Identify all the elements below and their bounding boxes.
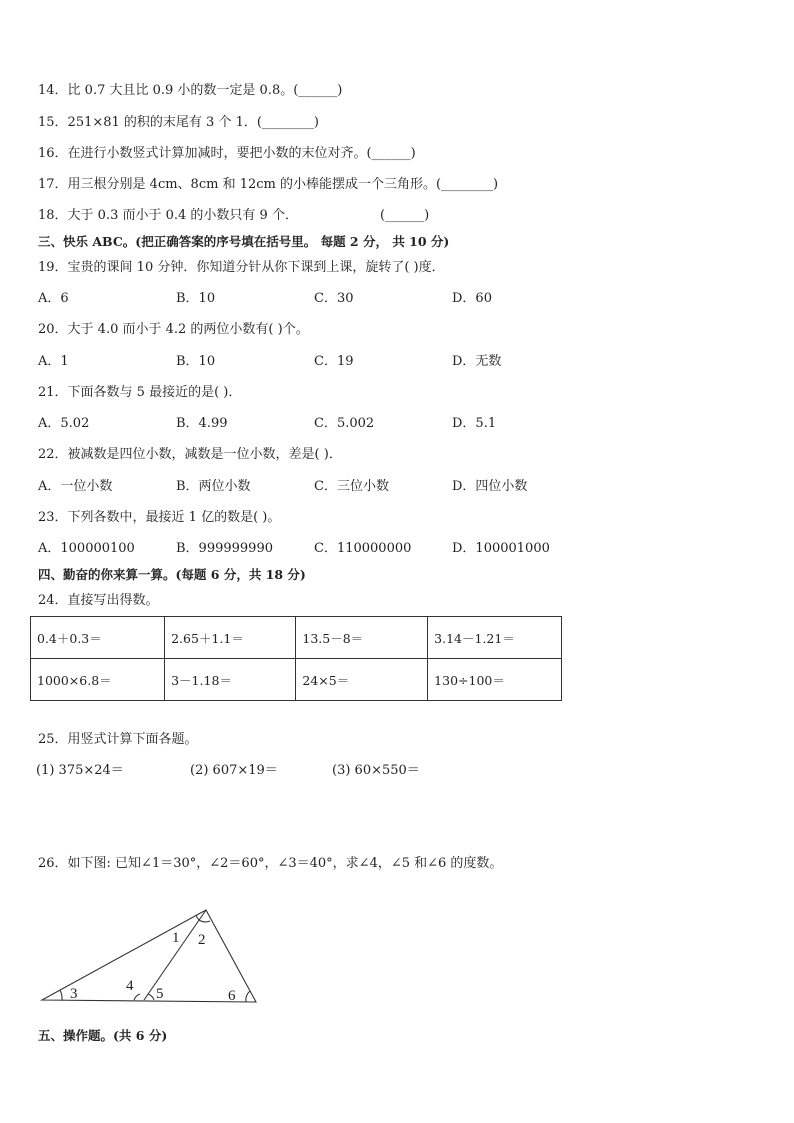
table-cell: 13.5－8＝	[296, 617, 428, 659]
section-5-heading: 五、操作题。(共 6 分)	[38, 1028, 168, 1043]
angle-label-6: 6	[228, 988, 236, 1004]
table-cell: 2.65＋1.1＝	[165, 617, 296, 659]
q22-option-a: A．一位小数	[38, 479, 113, 494]
angle-label-4: 4	[126, 978, 134, 994]
question-14: 14．比 0.7 大且比 0.9 小的数一定是 0.8。(______)	[38, 83, 343, 98]
inner-segment	[144, 910, 206, 1000]
question-17: 17．用三根分别是 4cm、8cm 和 12cm 的小棒能摆成一个三角形。(________)	[38, 177, 499, 192]
q19-option-a: A．6	[38, 291, 69, 306]
q22-option-c: C．三位小数	[314, 479, 389, 494]
q23-option-d: D．100001000	[452, 541, 550, 556]
q25-item-3: (3) 60×550＝	[332, 763, 420, 778]
question-25: 25．用竖式计算下面各题。	[38, 732, 198, 747]
table-cell: 3.14－1.21＝	[428, 617, 562, 659]
q21-option-d: D．5.1	[452, 416, 497, 431]
table-row	[31, 617, 562, 659]
question-18-blank: (______)	[380, 208, 430, 223]
table-cell: 1000×6.8＝	[31, 659, 165, 701]
table-cell: 130÷100＝	[428, 659, 562, 701]
angle-3-arc	[60, 990, 62, 1000]
question-18: 18．大于 0.3 而小于 0.4 的小数只有 9 个．	[38, 208, 298, 223]
question-26: 26．如下图: 已知∠1＝30°，∠2＝60°，∠3＝40°，求∠4，∠5 和∠6 的度数。	[38, 856, 503, 871]
calculation-table	[30, 616, 562, 701]
q21-option-c: C．5.002	[314, 416, 375, 431]
angle-4-arc	[134, 994, 140, 1000]
table-cell: 3－1.18＝	[165, 659, 296, 701]
angle-label-3: 3	[70, 986, 78, 1002]
question-19: 19．宝贵的课间 10 分钟．你知道分针从你下课到上课，旋转了( )度．	[38, 260, 445, 275]
table-cell: 0.4＋0.3＝	[31, 617, 165, 659]
angle-2-arc	[199, 920, 210, 922]
angle-label-2: 2	[198, 932, 206, 948]
question-16: 16．在进行小数竖式计算加减时，要把小数的末位对齐。(______)	[38, 146, 416, 161]
q22-option-b: B．两位小数	[176, 479, 251, 494]
question-21: 21．下面各数与 5 最接近的是( )．	[38, 385, 242, 400]
q25-item-2: (2) 607×19＝	[190, 763, 278, 778]
q21-option-a: A．5.02	[38, 416, 90, 431]
angle-5-arc	[148, 994, 154, 1000]
angle-1-arc	[196, 915, 199, 920]
angle-label-1: 1	[172, 930, 180, 946]
q19-option-b: B．10	[176, 291, 216, 306]
table-row	[31, 659, 562, 701]
q25-item-1: (1) 375×24＝	[36, 763, 124, 778]
q23-option-a: A．100000100	[38, 541, 135, 556]
question-22: 22．被减数是四位小数，减数是一位小数，差是( )．	[38, 447, 342, 462]
angle-6-arc	[246, 991, 250, 1002]
angle-label-5: 5	[156, 986, 164, 1002]
q19-option-c: C．30	[314, 291, 354, 306]
q22-option-d: D．四位小数	[452, 479, 528, 494]
q19-option-d: D．60	[452, 291, 492, 306]
question-20: 20．大于 4.0 而小于 4.2 的两位小数有( )个。	[38, 322, 309, 337]
triangle-figure	[36, 904, 266, 1014]
section-4-heading: 四、勤奋的你来算一算。(每题 6 分，共 18 分)	[38, 567, 306, 582]
q20-option-d: D．无数	[452, 354, 502, 369]
question-24: 24．直接写出得数。	[38, 593, 159, 608]
q23-option-b: B．999999990	[176, 541, 273, 556]
section-3-heading: 三、快乐 ABC。(把正确答案的序号填在括号里。 每题 2 分， 共 10 分)	[38, 234, 450, 249]
table-cell: 24×5＝	[296, 659, 428, 701]
question-15: 15．251×81 的积的末尾有 3 个 1．(________)	[38, 115, 320, 130]
q21-option-b: B．4.99	[176, 416, 228, 431]
q20-option-b: B．10	[176, 354, 216, 369]
q20-option-a: A．1	[38, 354, 69, 369]
q20-option-c: C．19	[314, 354, 354, 369]
q23-option-c: C．110000000	[314, 541, 412, 556]
question-23: 23．下列各数中，最接近 1 亿的数是( )。	[38, 510, 281, 525]
